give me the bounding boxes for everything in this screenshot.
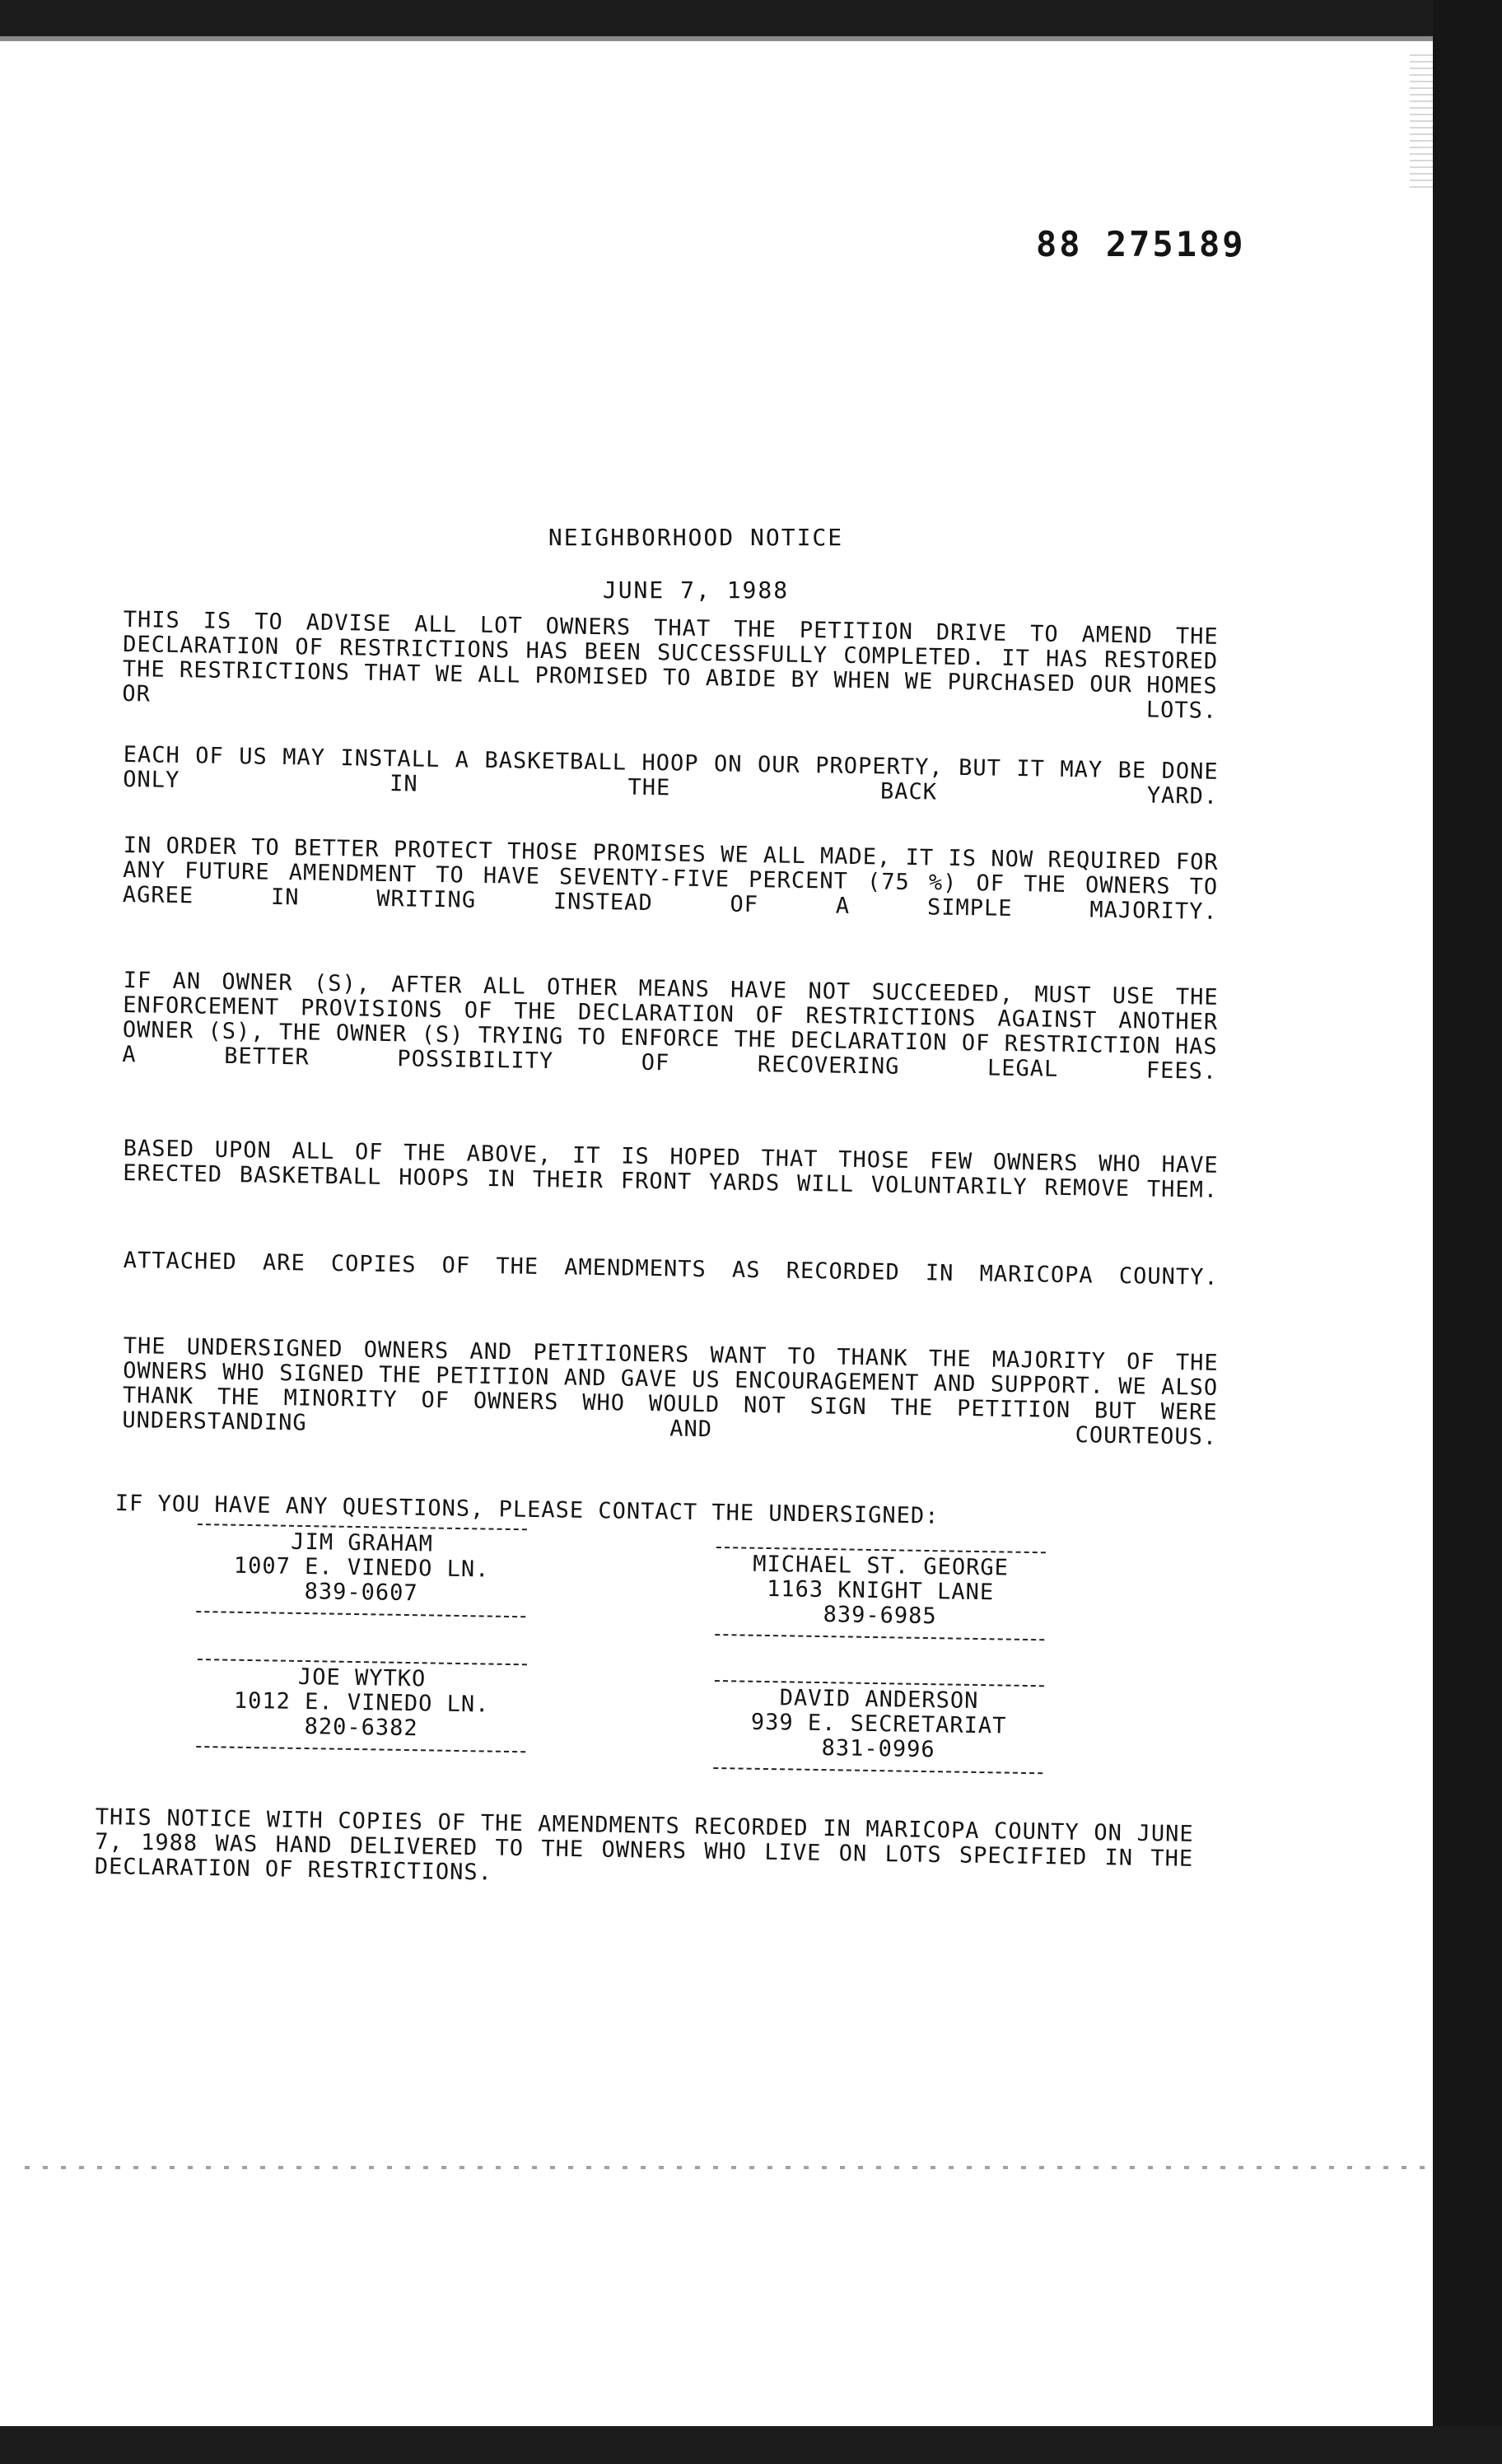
contact-card bbox=[196, 1520, 527, 1621]
contact-card bbox=[196, 1655, 527, 1756]
contact-address: 1012 E. VINEDO LN. bbox=[233, 1687, 490, 1718]
contact-name: JIM GRAHAM bbox=[291, 1528, 434, 1557]
contact-name: DAVID ANDERSON bbox=[779, 1685, 979, 1715]
paragraph-enforcement: IF AN OWNER (S), AFTER ALL OTHER MEANS HAVE NOT SUCCEEDED, MUST USE THE ENFORCEMENT PROVISIONS OF THE DECLARATION OF RESTRICTIONS AGAINST ANOTHER OWNER (S), THE OWNER (S) TRYING TO ENFORCE THE DECLARATION OF RESTRICTION HAS A BETTER POSSIBILITY OF RECOVERING LEGAL FEES. bbox=[122, 968, 1219, 1085]
paragraph-attached-copies: ATTACHED ARE COPIES OF THE AMENDMENTS AS RECORDED IN MARICOPA COUNTY. bbox=[123, 1248, 1219, 1290]
paragraph-seventy-five-percent: IN ORDER TO BETTER PROTECT THOSE PROMISES WE ALL MADE, IT IS NOW REQUIRED FOR ANY FUTURE AMENDMENT TO HAVE SEVENTY-FIVE PERCENT (75 %) OF THE OWNERS TO AGREE IN WRITING INSTEAD OF A SIMPLE MAJORITY. bbox=[122, 833, 1219, 925]
scan-border-right bbox=[1433, 0, 1502, 2464]
scan-speckle-line bbox=[25, 2166, 1425, 2169]
scan-border-top bbox=[0, 0, 1502, 59]
contact-address: 1163 KNIGHT LANE bbox=[766, 1575, 995, 1606]
contact-address: 1007 E. VINEDO LN. bbox=[233, 1552, 490, 1583]
paragraph-petition-completed: THIS IS TO ADVISE ALL LOT OWNERS THAT THE PETITION DRIVE TO AMEND THE DECLARATION OF RESTRICTIONS HAS BEEN SUCCESSFULLY COMPLETED. IT HAS RESTORED THE RESTRICTIONS THAT WE ALL PROMISED TO ABIDE BY WHEN WE PURCHASED OUR HOMES OR LOTS. bbox=[122, 607, 1219, 724]
signature-rule bbox=[715, 1634, 1044, 1640]
document-number: 88 275189 bbox=[1036, 224, 1246, 264]
paragraph-basketball-hoop: EACH OF US MAY INSTALL A BASKETBALL HOOP ON OUR PROPERTY, BUT IT MAY BE DONE ONLY IN THE BACK YARD. bbox=[123, 742, 1219, 810]
signature-rule bbox=[196, 1746, 525, 1752]
signature-rule bbox=[713, 1767, 1043, 1774]
notice-date: JUNE 7, 1988 bbox=[602, 576, 790, 604]
contact-phone: 839-6985 bbox=[823, 1602, 937, 1630]
notice-title: NEIGHBORHOOD NOTICE bbox=[548, 524, 844, 551]
contact-phone: 831-0996 bbox=[821, 1735, 935, 1763]
questions-line: IF YOU HAVE ANY QUESTIONS, PLEASE CONTACT THE UNDERSIGNED: bbox=[114, 1491, 940, 1529]
contact-card bbox=[715, 1543, 1046, 1644]
paragraph-remove-hoops: BASED UPON ALL OF THE ABOVE, IT IS HOPED THAT THOSE FEW OWNERS WHO HAVE ERECTED BASKETBALL HOOPS IN THEIR FRONT YARDS WILL VOLUNTARILY REMOVE THEM. bbox=[123, 1136, 1219, 1203]
contact-phone: 820-6382 bbox=[304, 1714, 418, 1742]
scan-noise bbox=[1410, 49, 1433, 189]
contact-phone: 839-0607 bbox=[304, 1579, 418, 1607]
contact-name: MICHAEL ST. GEORGE bbox=[753, 1551, 1010, 1581]
contact-card bbox=[713, 1677, 1044, 1777]
closing-paragraph: THIS NOTICE WITH COPIES OF THE AMENDMENTS RECORDED IN MARICOPA COUNTY ON JUNE 7, 1988 WAS HAND DELIVERED TO THE OWNERS WHO LIVE ON LOTS SPECIFIED IN THE DECLARATION OF RESTRICTIONS. bbox=[94, 1804, 1194, 1886]
scan-border-bottom bbox=[0, 2418, 1502, 2464]
signature-rule bbox=[196, 1611, 525, 1617]
paragraph-thanks: THE UNDERSIGNED OWNERS AND PETITIONERS WANT TO THANK THE MAJORITY OF THE OWNERS WHO SIGNED THE PETITION AND GAVE US ENCOURAGEMENT AND SUPPORT. WE ALSO THANK THE MINORITY OF OWNERS WHO WOULD NOT SIGN THE PETITION BUT WERE UNDERSTANDING AND COURTEOUS. bbox=[122, 1333, 1219, 1450]
contact-name: JOE WYTKO bbox=[297, 1664, 427, 1692]
contact-address: 939 E. SECRETARIAT bbox=[750, 1709, 1007, 1739]
